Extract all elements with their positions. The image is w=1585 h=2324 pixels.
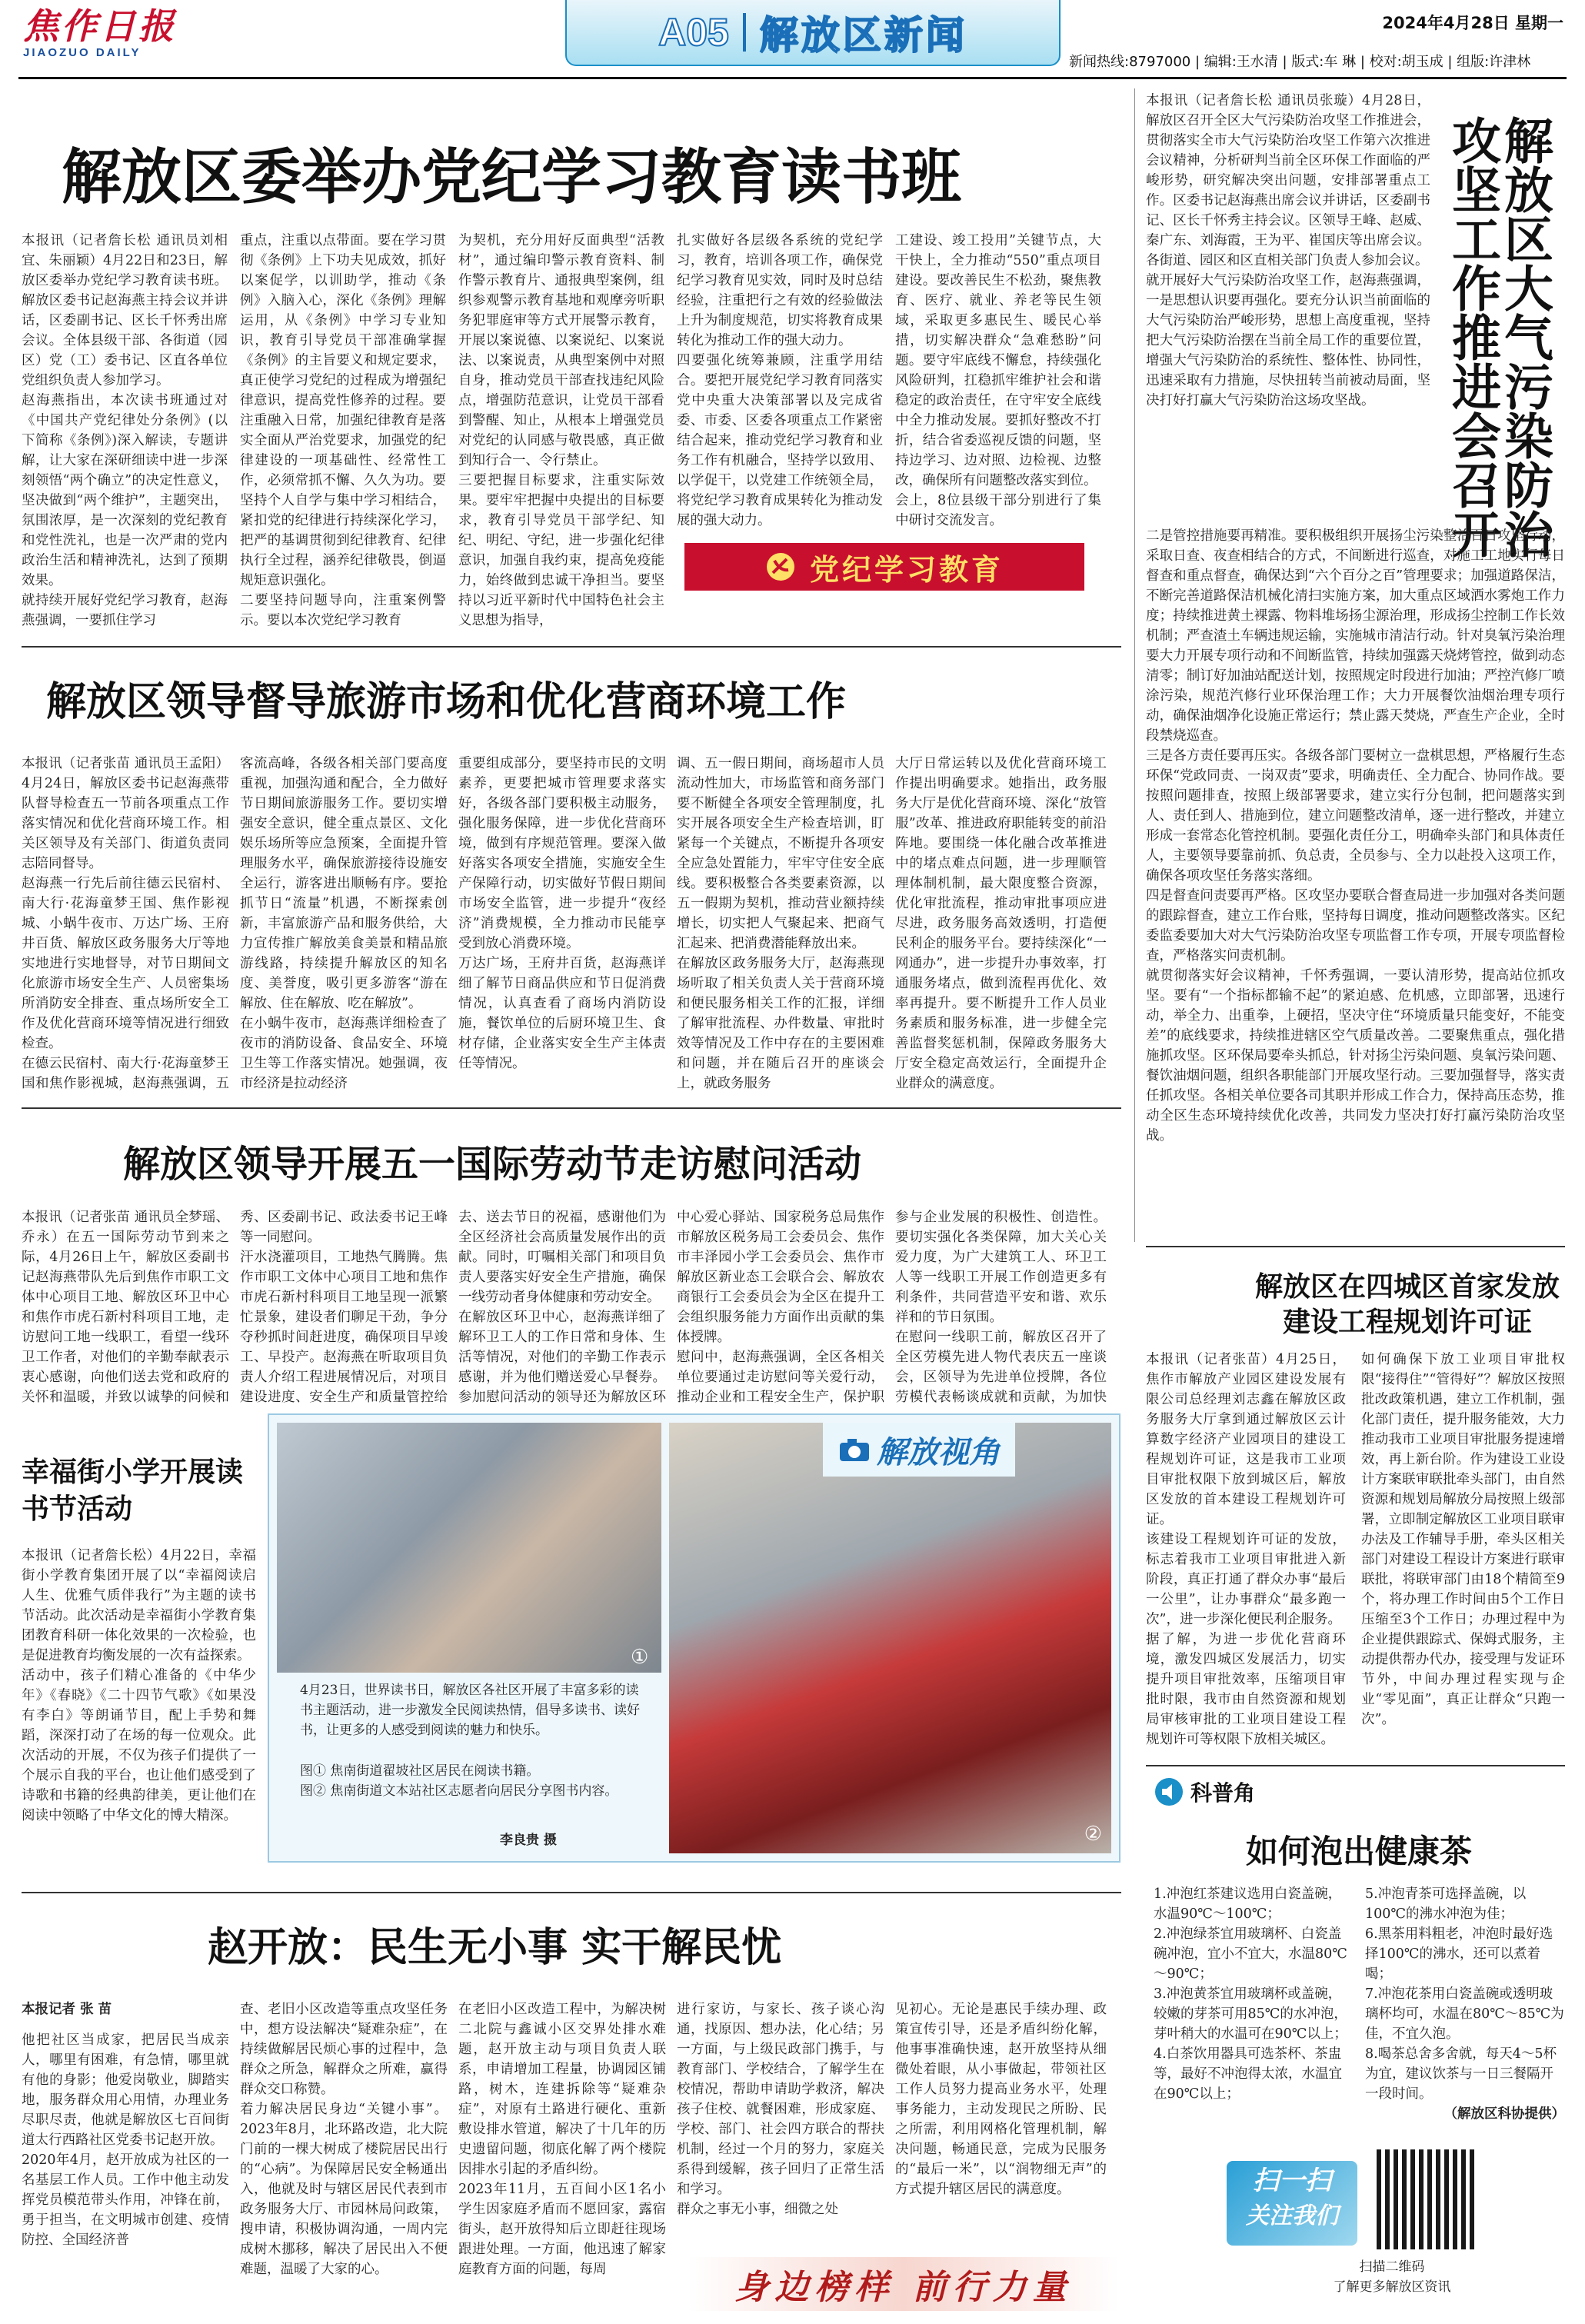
camera-icon xyxy=(838,1437,871,1463)
article-column: 进行家访，与家长、孩子谈心沟通，找原因、想办法，化心结；另一方面，与上级民政部门携手，与教育部门、学校结合，了解学生在校情况，帮助申请助学救济，解决孩子住校、就餐困难，形成家庭、学校、部门、社会四方联合的帮扶机制，经过一个月的努力，家庭关系得到缓解，孩子回归了正常生活和学习。 群众之事无小事，细微之处 xyxy=(677,2002,884,2217)
photo-number: ① xyxy=(631,1646,649,1669)
article-title: 解放区领导督导旅游市场和优化营商环境工作 xyxy=(46,678,847,725)
article-column: 扎实做好各层级各系统的党纪学习，教育，培训各项工作，确保党纪学习教育见实效，同时及时总结经验，注重把行之有效的经验做法上升为制度规范，切实将教育成果转化为推动工作的强大动力。 四要强化统筹兼顾，注重学用结合。要把开展党纪学习教育同落实党中央重大决策部署以及完成省委、市委、区委各项重点工作紧密结合起来，推动党纪学习教育和业务工作有机融合，坚持学以致用、以学促干，以党建工作统领全局，将党纪学习教育成果转化为推动发展的强大动力。 xyxy=(677,233,883,528)
tea-tip: 5.冲泡青茶可选择盖碗，以100℃的沸水冲泡为佳； xyxy=(1365,1886,1527,1922)
article-title: 解放区领导开展五一国际劳动节走访慰问活动 xyxy=(123,1143,862,1186)
banner-text: 党纪学习教育 xyxy=(809,552,1004,587)
article-title: 幸福街小学开展读书节活动 xyxy=(22,1456,244,1525)
section-rule xyxy=(22,1892,1121,1893)
article-column: 去、送去节日的祝福，感谢他们为全区经济社会高质量发展作出的贡献。同时，叮嘱相关部门和项目负责人要落实好安全生产措施，确保一线劳动者身体健康和劳动安全。 在解放区环卫中心，赵海燕详细了解环卫工人的工作日常和身体、生活等情况，对他们的辛勤工作表示感谢，并为他们赠送爱心早餐券。参加慰问活动的领导还为解放区环 xyxy=(458,1210,666,1405)
science-title: 如何泡出健康茶 xyxy=(1246,1833,1473,1870)
article-column: 本报讯（记者詹长松 通讯员刘相宜、朱丽颖）4月22日和23日，解放区委举办党纪学习教育读书班。解放区委书记赵海燕主持会议并讲话，区委副书记、区长千怀秀出席会议。全体县级干部、各街道（园区）党（工）委书记、区直各单位党组织负责人参加学习。 赵海燕指出，本次读书班通过对《中国共产党纪律处分条例》(以下简称《条例》)深入解读，专题讲解，让大家在深研细读中进一步深刻领悟“两个确立”的决定性意义，坚决做到“两个维护”，主题突出，氛围浓厚，是一次深刻的党纪教育和党性洗礼，也是一次严肃的党内政治生活和精神洗礼，达到了预期效果。 就持续开展好党纪学习教育，赵海燕强调，一要抓住学习 xyxy=(22,233,228,628)
photo-brand: 解放视角 xyxy=(823,1423,1015,1477)
science-tag: 科普角 xyxy=(1154,1776,1255,1807)
photo-credit: 李良贵 摄 xyxy=(500,1833,557,1848)
tea-tip: 3.冲泡黄茶宜用玻璃杯或盖碗，较嫩的芽茶可用85℃的水冲泡，芽叶稍大的水温可在90℃以上； xyxy=(1154,1986,1347,2042)
article-column: 他把社区当成家，把居民当成亲人，哪里有困难，有急情，哪里就有他的身影；他爱岗敬业，脚踏实地，服务群众用心用情，办理业务尽职尽责，他就是解放区七百间街道太行西路社区党委书记赵开放。 2020年4月，赵开放成为社区的一名基层工作人员。工作中他主动发挥党员模范带头作用，冲锋在前，勇于担当，在文明城市创建、疫情防控、全国经济普 xyxy=(22,2033,229,2248)
article-column: 见初心。无论是惠民手续办理、政策宣传引导，还是矛盾纠纷化解，他事事准确快速，赵开放坚持从细微处着眼，从小事做起，带领社区工作人员努力提高业务水平，处理事务能力，主动发现民之所盼、民之所需，利用网格化管理机制，解决问题，畅通民意，完成为民服务的“最后一米”，以“润物细无声”的方式提升辖区居民的满意度。 xyxy=(895,2002,1107,2197)
science-credit: （解放区科协提供） xyxy=(1443,2106,1565,2122)
section-rule xyxy=(1146,1765,1565,1766)
editor-line: 新闻热线:8797000 | 编辑:王水清 | 版式:车 琳 | 校对:胡玉成 | 组版:许津林 xyxy=(1069,54,1531,70)
photo-number: ② xyxy=(1084,1823,1102,1846)
party-education-banner xyxy=(684,543,1084,591)
masthead-name-en: JIAOZUO DAILY xyxy=(23,46,142,59)
tea-tips-left xyxy=(1154,1884,1350,2104)
article-title: 解放区在四城区首家发放建设工程规划许可证 xyxy=(1254,1270,1560,1338)
article-column: 如何确保下放工业项目审批权限“接得住”“管得好”？解放区按照批改政策机遇，建立工作机制，强化部门责任，提升服务能效，大力推动我市工业项目审批服务提速增效，再上新台阶。作为建设工业设计方案联审联批牵头部门，由自然资源和规划局解放分局按照上级部署，立即制定解放区工业项目联审办法及工作辅导手册，牵头区相关部门对建设工程设计方案进行联审联批，将联审部门由18个精简至9个，将办理工作时间由5个工作日压缩至3个工作日；办理过程中为企业提供跟踪式、保姆式服务，主动提供帮办代办，接受理与发证环节外，中间办理过程实现与企业“零见面”，真正让群众“只跑一次”。 xyxy=(1361,1352,1565,1727)
masthead-logo xyxy=(23,6,177,60)
photo-caption-lead: 4月23日，世界读书日，解放区各社区开展了丰富多彩的读书主题活动，进一步激发全民阅读热情，倡导多读书、读好书，让更多的人感受到阅读的魅力和快乐。 xyxy=(300,1683,640,1738)
section-rule xyxy=(1146,1246,1565,1247)
tea-tips-right xyxy=(1365,1884,1565,2124)
article-column: 参与企业发展的积极性、创造性。要切实强化各类保障，加大关心关爱力度，为广大建筑工人、环卫工人等一线职工开展工作创造更多有利条件，共同营造平安和谐、欢乐祥和的节日氛围。 在慰问一线职工前，解放区召开了全区劳模先进人物代表庆五一座谈会，区领导为先进单位授牌，各位劳模代表畅谈成就和贡献，为加快 xyxy=(895,1210,1107,1405)
article-column: 本报讯（记者张苗 通讯员王孟阳）4月24日，解放区委书记赵海燕带队督导检查五一节前各项重点工作落实情况和优化营商环境工作。相关区领导及有关部门、街道负责同志陪同督导。 赵海燕一行先后前往德云民宿村、南大行·花海童梦王国、焦作影视城、小蜗牛夜市、万达广场、王府井百货、解放区政务服务大厅等地实地进行实地督导，对节日期间文化旅游市场安全生产、人员密集场所消防安全排查、重点场所安全工作及优化营商环境等情况进行细致检查。 在德云民宿村、南大行·花海童梦王国和焦作影视城，赵海燕强调，五 xyxy=(22,756,229,1091)
photo-caption-2: 图② 焦南街道文本站社区志愿者向居民分享图书内容。 xyxy=(300,1783,618,1799)
article-column: 为契机，充分用好反面典型“活教材”，通过编印警示教育资料、制作警示教育片、通报典型案例，组织参观警示教育基地和观摩旁听职务犯罪庭审等方式开展警示教育，开展以案说德、以案说纪、以案说法、以案说责，从典型案例中对照自身，推动党员干部查找违纪风险点，增强防范意识，让党员干部看到警醒、知止，从根本上增强党员对党纪的认同感与敬畏感，真正做到知行合一、令行禁止。 三要把握目标要求，注重实际效果。要牢牢把握中央提出的目标要求，教育引导党员干部学纪、知纪、明纪、守纪，进一步强化纪律意识，加强自我约束，提高免疫能力，始终做到忠诚干净担当。要坚持以习近平新时代中国特色社会主义思想为指导， xyxy=(458,233,664,628)
section-rule xyxy=(22,1107,1121,1109)
slogan-banner: 身边榜样 前行力量 xyxy=(688,2257,1119,2311)
article-column: 中心爱心驿站、国家税务总局焦作市解放区税务局工会委员会、焦作市丰泽园小学工会委员会、焦作市解放区新业态工会联合会、解放农商银行工会委员会为全区在提升工会组织服务能力方面作出贡献的集体授牌。 慰问中，赵海燕强调，全区各相关单位要通过走访慰问等关爱行动，推动企业和工程安全生产，保护职 xyxy=(677,1210,884,1405)
article-title: 解放区委举办党纪学习教育读书班 xyxy=(62,142,962,212)
article-column: 调、五一假日期间，商场超市人员流动性加大，市场监管和商务部门要不断健全各项安全管理制度，扎实开展各项安全生产检查培训，盯紧每一个关键点，不断提升各项安全应急处置能力，牢牢守住安全底线。要积极整合各类要素资源，以五一假期为契机，推动营业额持续增长，切实把人气聚起来、把商气汇起来、把消费潜能释放出来。 在解放区政务服务大厅，赵海燕现场听取了相关负责人关于营商环境和便民服务相关工作的汇报，详细了解审批流程、办件数量、审批时效等情况及工作中存在的主要困难和问题，并在随后召开的座谈会上，就政务服务 xyxy=(677,756,884,1091)
article-column: 秀、区委副书记、政法委书记王峰等一同慰问。 汗水浇灌项目，工地热气腾腾。焦作市职工文体中心项目工地和焦作市虎石新村科项目工地呈现一派繁忙景象，建设者们聊足干劲，争分夺秒抓时间赶进度，确保项目早竣工、早投产。赵海燕在听取项目负责人介绍工程进展情况后，对项目建设进度、安全生产和质量管控给 xyxy=(240,1210,448,1405)
qr-code[interactable] xyxy=(1377,2149,1477,2249)
article-column: 重点，注重以点带面。要在学习贯彻《条例》上下功夫见成效，抓好以案促学，以训助学，推动《条例》入脑入心，深化《条例》理解运用，从《条例》中学习专业知识，教育引导党员干部准确掌握《条例》的主旨要义和规定要求，真正使学习党纪的过程成为增强纪律意识，提高党性修养的过程。要注重融入日常，加强纪律教育是落实全面从严治党要求，加强党的纪律建设的一项基础性、经常性工作，必须常抓不懈、久久为功。要坚持个人自学与集中学习相结合，紧扣党的纪律进行持续深化学习，把严的基调贯彻到纪律教育、纪律执行全过程，涵养纪律敬畏，倒逼规矩意识强化。 二要坚持问题导向，注重案例警示。要以本次党纪学习教育 xyxy=(240,233,446,628)
tea-tip: 2.冲泡绿茶宜用玻璃杯、白瓷盖碗冲泡，宜小不宜大，水温80℃～90℃； xyxy=(1154,1926,1347,1982)
column-divider xyxy=(1134,88,1135,1242)
tea-tip: 7.冲泡花茶用白瓷盖碗或透明玻璃杯均可，水温在80℃～85℃为佳，不宜久泡。 xyxy=(1365,1986,1564,2042)
top-rule xyxy=(18,77,1567,79)
article-column: 大厅日常运转以及优化营商环境工作提出明确要求。她指出，政务服务大厅是优化营商环境、深化“放管服”改革、推进政府职能转变的前沿阵地。要围绕一体化融合改革推进中的堵点难点问题，进一步理顺管理体制机制，最大限度整合资源，优化审批流程，推动审批事项应进尽进，政务服务高效透明，打造便民利企的服务平台。要持续深化“一网通办”，进一步提升办事效率，打通服务堵点，做到流程再优化、效率再提升。要不断提升工作人员业务素质和服务标准，进一步健全完善监督奖惩机制，保障政务服务大厅安全稳定高效运行，全面提升企业群众的满意度。 xyxy=(895,756,1107,1091)
tea-tip: 8.喝茶总舍多舍就，每天4～5杯为宜，建议饮茶与一日三餐隔开一段时间。 xyxy=(1365,2046,1557,2102)
photo-1 xyxy=(277,1423,661,1673)
issue-date: 2024年4月28日 星期一 xyxy=(1382,14,1563,32)
scan-prompt: 扫一扫 关注我们 xyxy=(1227,2161,1357,2246)
tea-tip: 6.黑茶用料粗老，冲泡时最好选择100℃的沸水，还可以煮着喝； xyxy=(1365,1926,1553,1982)
masthead-name: 焦作日报 xyxy=(23,5,177,47)
tea-tip: 1.冲泡红茶建议选用白瓷盖碗，水温90℃～100℃； xyxy=(1154,1886,1342,1922)
photo-2 xyxy=(669,1423,1111,1853)
article-column: 工建设、竣工投用”关键节点，大干快上，全力推动“550”重点项目建设。要改善民生不松劲，聚焦教育、医疗、就业、养老等民生领域，采取更多惠民生、暖民心举措，切实解决群众“急难愁盼”问题。要守牢底线不懈怠，持续强化风险研判，扛稳抓牢维护社会和谐稳定的政治责任，在守牢安全底线中全力推动发展。要抓好整改不打折，结合省委巡视反馈的问题，坚持边学习、边对照、边检视、边整改，确保所有问题整改落实到位。 会上，8位县级干部分别进行了集中研讨交流发言。 xyxy=(895,233,1101,528)
article-column: 重要组成部分，要坚持市民的文明素养，更要把城市管理要求落实好，各级各部门要积极主动服务，强化服务保障，进一步优化营商环境，做到有序规范管理。要深入做好落实各项安全措施，实施安全生产保障行动，切实做好节假日期间市场安全监管，进一步提升“夜经济”消费规模，全力推动市民能享受到放心消费环境。 万达广场，王府井百货，赵海燕详细了解节日商品供应和节日促消费情况，认真查看了商场内消防设施，餐饮单位的后厨环境卫生、食材存储，企业落实安全生产主体责任等情况。 xyxy=(458,756,666,1071)
article-column: 客流高峰，各级各相关部门要高度重视，加强沟通和配合，全力做好节日期间旅游服务工作。要切实增强安全意识，健全重点景区、文化娱乐场所等应急预案，全面提升管理服务水平，确保旅游接待设施安全运行，游客进出顺畅有序。要抢抓节日“流量”机遇，不断探索创新，丰富旅游产品和服务供给，大力宣传推广解放美食美景和精品旅游线路，持续提升解放区的知名度、美誉度，吸引更多游客“游在解放、住在解放、吃在解放”。 在小蜗牛夜市，赵海燕详细检查了夜市的消防设备、食品安全、环境卫生等工作落实情况。她强调，夜市经济是拉动经济 xyxy=(240,756,448,1091)
article-column: 本报讯（记者张苗 通讯员全梦瑶、乔永）在五一国际劳动节到来之际，4月26日上午，解放区委副书记赵海燕带队先后到焦作市职工文体中心项目工地、解放区环卫中心和焦作市虎石新村科项目工地，走访慰问工地一线职工，看望一线环卫工作者，对他们的辛勤奉献表示衷心感谢，向他们送去党和政府的关怀和温暖，并致以诚挚的问候和 xyxy=(22,1210,229,1405)
article-column: 本报讯（记者詹长松）4月22日，幸福街小学教育集团开展了以“幸福阅读启人生、优雅气质伴我行”为主题的读书节活动。此次活动是幸福街小学教育集团教育科研一体化效果的一次检验，也是促进教育均衡发展的一次有益探索。 活动中，孩子们精心准备的《中华少年》《春晓》《二十四节气歌》《如果没有李白》等朗诵节目，配上手势和舞蹈，深深打动了在场的每一位观众。此次活动的开展，不仅为孩子们提供了一个展示自我的平台，也让他们感受到了诗歌和书籍的经典韵律美，更让他们在阅读中领略了中华文化的博大精深。 xyxy=(22,1548,256,1823)
article-title: 赵开放：民生无小事 实干解民忧 xyxy=(208,1924,782,1971)
photo-caption-1: 图① 焦南街道翟坡社区居民在阅读书籍。 xyxy=(300,1763,540,1779)
party-emblem-icon xyxy=(765,551,796,582)
speaker-icon xyxy=(1154,1776,1184,1807)
tea-tip: 4.白茶饮用器具可选茶杯、茶盅等，最好不冲泡得太浓，水温宜在90℃以上； xyxy=(1154,2046,1342,2102)
page-number: A05 xyxy=(658,11,729,54)
article-column: 在老旧小区改造工程中，为解决树二北院与鑫诚小区交界处排水难题，赵开放主动与项目负责人联系，申请增加工程量，协调园区铺路，树木，连建拆除等“疑难杂症”，对原有土路进行硬化、重新敷设排水管道，解决了十几年的历史遗留问题，彻底化解了两个楼院因排水引起的矛盾纠纷。 2023年11月，五百间小区1名小学生因家庭矛盾而不愿回家，露宿街头，赵开放得知后立即赶往现场跟进处理。一方面，他迅速了解家庭教育方面的问题，每周 xyxy=(458,2002,666,2277)
qr-caption: 扫描二维码 了解更多解放区资讯 xyxy=(1333,2259,1451,2295)
tab-divider xyxy=(743,13,746,52)
photo-feature xyxy=(268,1413,1120,1863)
section-rule xyxy=(22,646,1121,648)
article-column: 本报讯（记者张苗）4月25日，焦作市解放产业园区建设发展有限公司总经理刘志鑫在解放区政务服务大厅拿到通过解放区云计算数字经济产业园项目的建设工程规划许可证，这是我市工业项目审批权限下放到城区后，解放区发放的首本建设工程规划许可证。 该建设工程规划许可证的发放，标志着我市工业项目审批进入新阶段，真正打通了群众办事“最后一公里”，让办事群众“最多跑一次”，进一步深化便民利企服务。 据了解，为进一步优化营商环境，激发四城区发展活力，切实提升项目审批效率，压缩项目审批时限，我市由自然资源和规划局审核审批的工业项目建设工程规划许可等权限下放相关城区。 xyxy=(1146,1352,1346,1747)
page-section-tab xyxy=(565,0,1061,66)
byline: 本报记者 张 苗 xyxy=(22,2002,112,2017)
article-title-vertical: 解放区大气污染防治攻坚工作推进会召开 xyxy=(1443,115,1553,558)
article-column: 本报讯（记者詹长松 通讯员张璇）4月28日，解放区召开全区大气污染防治攻坚工作推进会，贯彻落实全市大气污染防治攻坚工作第六次推进会议精神，分析研判当前全区环保工作面临的严峻形势，研究解决突出问题，安排部署重点工作。区委书记赵海燕出席会议并讲话，区委副书记、区长千怀秀主持会议。区领导王峰、赵威、秦广东、刘海霞，王为平、崔国庆等出席会议。各街道、园区和区直相关部门负责人参加会议。 就开展好大气污染防治攻坚工作，赵海燕强调，一是思想认识要再强化。要充分认识当前面临的大气污染防治严峻形势，思想上高度重视，坚持把大气污染防治摆在当前全局工作的重要位置，增强大气污染防治的系统性、整体性、协同性，迅速采取有力措施，尽快扭转当前被动局面，坚决打好打赢大气污染防治这场攻坚战。 xyxy=(1146,93,1430,408)
section-name: 解放区新闻 xyxy=(759,13,967,58)
article-column: 二是管控措施要再精准。要积极组织开展扬尘污染整治百日攻坚行动，采取日查、夜查相结合的方式，不间断进行巡查，对施工工地实行每日督查和重点督查，确保达到“六个百分之百”管理要求；加强道路保洁，不断完善道路保洁机械化清扫实施方案，加大重点区域洒水雾炮工作力度；持续推进黄土裸露、物料堆场扬尘源治理，形成扬尘控制工作长效机制；严查渣土车辆违规运输，实施城市清洁行动。针对臭氧污染治理要大力开展专项行动和不间断监管，持续加强露天烧烤管控，做到动态清零；制订好加油站配送计划，按照规定时段进行加油；严控汽修厂喷涂污染，规范汽修行业环保治理工作；大力开展餐饮油烟治理专项行动，确保油烟净化设施正常运行；禁止露天焚烧，严查生产企业，全时段禁烧巡查。 三是各方责任要再压实。各级各部门要树立一盘棋思想，严格履行生态环保“党政同责、一岗双责”要求，明确责任、全力配合、协同作战。要按照问题排查，按照上级部署要求，建立实行分包制，把问题落实到人、责任到人、措施到位，建立问题整改清单，逐一进行整改，并建立形成一套常态化管控机制。要强化责任分工，明确牵头部门和具体责任人，主要领导要靠前抓、负总责，全员参与、全力以赴投入这项工作，确保各项攻坚任务落实落细。 四是督查问责要再严格。区攻坚办要联合督查局进一步加强对各类问题的跟踪督查，建立工作台账，坚持每日调度，推动问题整改落实。区纪委监委要加大对大气污染防治攻坚专项监督工作专项，开展专项监督检查，严格落实问责机制。 就贯彻落实好会议精神，千怀秀强调，一要认清形势，提高站位抓攻坚。要有“一个指标都输不起”的紧迫感、危机感，立即部署，迅速行动，举全力、出重拳，上硬招，坚决守住“环境质量只能变好，不能变差”的底线要求，持续推进辖区空气质量改善。二要聚焦重点，强化措施抓攻坚。区环保局要牵头抓总，针对扬尘污染问题、臭氧污染问题、餐饮油烟问题，组织各职能部门开展攻坚行动。三要加强督导，落实责任抓攻坚。各相关单位要各司其职并形成工作合力，保持高压态势，推动全区生态环境持续优化改善，共同发力坚决打好打赢污染防治攻坚战。 xyxy=(1146,528,1565,1144)
article-column: 查、老旧小区改造等重点攻坚任务中，想方设法解决“疑难杂症”，在持续做解居民烦心事的过程中，急群众之所急，解群众之所难，赢得群众交口称赞。 着力解决居民身边“关键小事”。2023年8月，北环路改造，北大院门前的一棵大树成了楼院居民出行的“心病”。为保障居民安全畅通出入，他就及时与辖区居民代表到市政务服务大厅、市园林局问政策，搜申请，积极协调沟通，一周内完成树木挪移，解决了居民出入不便难题，温暖了大家的心。 xyxy=(240,2002,448,2277)
